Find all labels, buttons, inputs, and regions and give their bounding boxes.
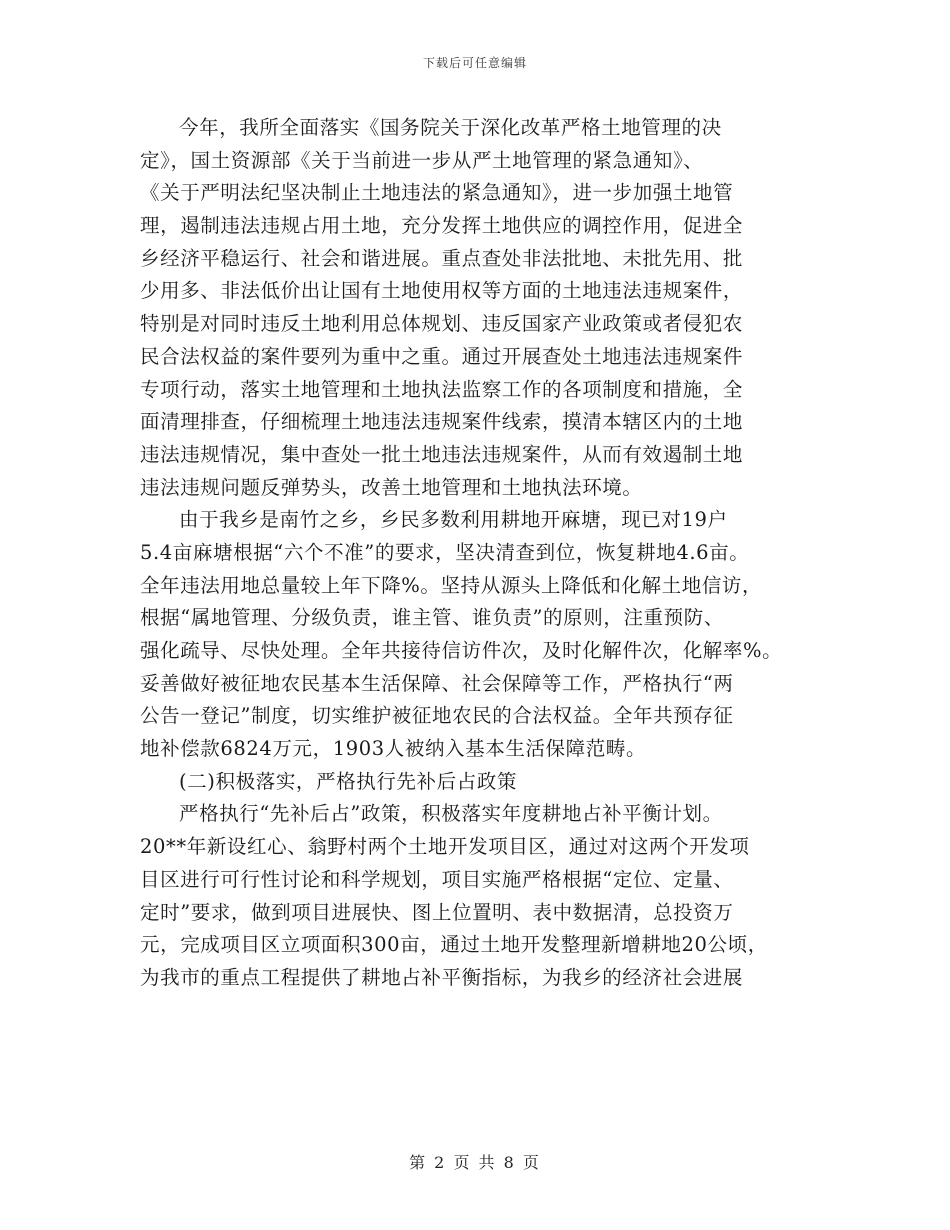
paragraph-line: 民合法权益的案件要列为重中之重。通过开展查处土地违法违规案件 (140, 344, 744, 368)
paragraph-line: 20**年新设红心、翁野村两个土地开发项目区，通过对这两个开发项 (140, 835, 750, 859)
document-body (140, 112, 810, 995)
paragraph-line: 理，遏制违法违规占用土地，充分发挥土地供应的调控作用，促进全 (140, 214, 744, 238)
paragraph-line: 根据“属地管理、分级负责，谁主管、谁负责”的原则，注重预防、 (140, 606, 724, 630)
page-footer-number: 第 2 页 共 8 页 (409, 1153, 541, 1172)
paragraph-line: 乡经济平稳运行、社会和谐进展。重点查处非法批地、未批先用、批 (140, 246, 744, 270)
paragraph-line: 5.4亩麻塘根据“六个不准”的要求，坚决清查到位，恢复耕地4.6亩。 (140, 540, 750, 564)
paragraph-line: 面清理排查，仔细梳理土地违法违规案件线索，摸清本辖区内的土地 (140, 410, 744, 434)
paragraph-line: 定时”要求，做到项目进展快、图上位置明、表中数据清，总投资万 (140, 900, 734, 924)
paragraph-line: 专项行动，落实土地管理和土地执法监察工作的各项制度和措施，全 (140, 377, 744, 401)
paragraph-line: 地补偿款6824万元，1903人被纳入基本生活保障范畴。 (140, 737, 647, 761)
paragraph-line: 违法违规问题反弹势头，改善土地管理和土地执法环境。 (140, 475, 643, 499)
paragraph-line: 强化疏导、尽快处理。全年共接待信访件次，及时化解件次，化解率%。 (140, 639, 783, 662)
paragraph-line: 违法违规情况，集中查处一批土地违法违规案件，从而有效遏制土地 (140, 442, 744, 466)
paragraph-line: 妥善做好被征地农民基本生活保障、社会保障等工作，严格执行“两 (140, 671, 734, 695)
paragraph-line: 今年，我所全面落实《国务院关于深化改革严格土地管理的决 (179, 116, 722, 139)
paragraph-line: 全年违法用地总量较上年下降%。坚持从源头上降低和化解土地信访， (140, 573, 763, 597)
page-header: 下载后可任意编辑 (422, 56, 527, 70)
paragraph-line: 《关于严明法纪坚决制止土地违法的紧急通知》，进一步加强土地管 (140, 181, 734, 205)
paragraph-line: 少用多、非法低价出让国有土地使用权等方面的土地违法违规案件， (140, 279, 744, 303)
paragraph-line: 严格执行“先补后占”政策，积极落实年度耕地占补平衡计划。 (179, 802, 723, 826)
paragraph-line: 定》，国土资源部《关于当前进一步从严土地管理的紧急通知》、 (140, 148, 704, 172)
paragraph-line: 公告一登记”制度，切实维护被征地农民的合法权益。全年共预存征 (140, 704, 734, 728)
paragraph-line: 目区进行可行性讨论和科学规划，项目实施严格根据“定位、定量、 (140, 867, 734, 891)
paragraph-line: 特别是对同时违反土地利用总体规划、违反国家产业政策或者侵犯农 (140, 312, 744, 336)
paragraph-line: 为我市的重点工程提供了耕地占补平衡指标，为我乡的经济社会进展 (140, 965, 744, 989)
section-heading: (二)积极落实，严格执行先补后占政策 (179, 769, 518, 793)
paragraph-line: 元，完成项目区立项面积300亩，通过土地开发整理新增耕地20公顷， (140, 933, 768, 957)
paragraph-line: 由于我乡是南竹之乡，乡民多数利用耕地开麻塘，现已对19户 (179, 508, 728, 532)
